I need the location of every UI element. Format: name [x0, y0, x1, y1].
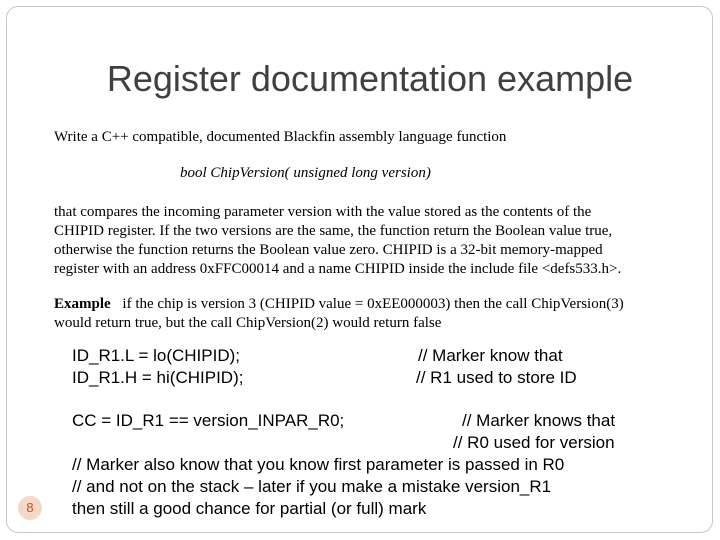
- code-note: // Marker also know that you know first parameter is passed in R0: [72, 455, 565, 474]
- code-note: // and not on the stack – later if you make a mistake version_R1: [72, 477, 552, 496]
- code-line: ID_R1.L = lo(CHIPID);: [72, 346, 240, 365]
- example-text-1: if the chip is version 3 (CHIPID value = 0xEE000003) then the call ChipVersion(3): [122, 296, 624, 312]
- slide-title: Register documentation example: [106, 58, 634, 99]
- example-text-2: would return true, but the call ChipVersion(2) would return false: [54, 315, 442, 331]
- code-comment: // R0 used for version: [453, 433, 615, 452]
- code-comment: // Marker knows that: [462, 411, 616, 430]
- code-note: then still a good chance for partial (or full) mark: [72, 499, 427, 518]
- paragraph-line: otherwise the function returns the Boolean value zero. CHIPID is a 32-bit memory-mapped: [54, 242, 603, 258]
- code-comment: // Marker know that: [418, 346, 563, 365]
- slide-number: 8: [18, 496, 42, 520]
- doc-intro: Write a C++ compatible, documented Blackfin assembly language function: [54, 129, 507, 145]
- code-line: CC = ID_R1 == version_INPAR_R0;: [72, 411, 345, 430]
- code-line: ID_R1.H = hi(CHIPID);: [72, 368, 244, 387]
- doc-paragraph: [54, 203, 674, 279]
- paragraph-line: register with an address 0xFFC00014 and a name CHIPID inside the include file <defs533.h>.: [54, 261, 622, 277]
- paragraph-line: CHIPID register. If the two versions are the same, the function return the Boolean value true,: [54, 223, 613, 239]
- example-label: Example: [54, 296, 111, 312]
- doc-example: [54, 295, 674, 333]
- code-comment: // R1 used to store ID: [416, 368, 577, 387]
- function-signature: bool ChipVersion( unsigned long version): [180, 165, 431, 181]
- paragraph-line: that compares the incoming parameter version with the value stored as the contents of the: [54, 204, 592, 220]
